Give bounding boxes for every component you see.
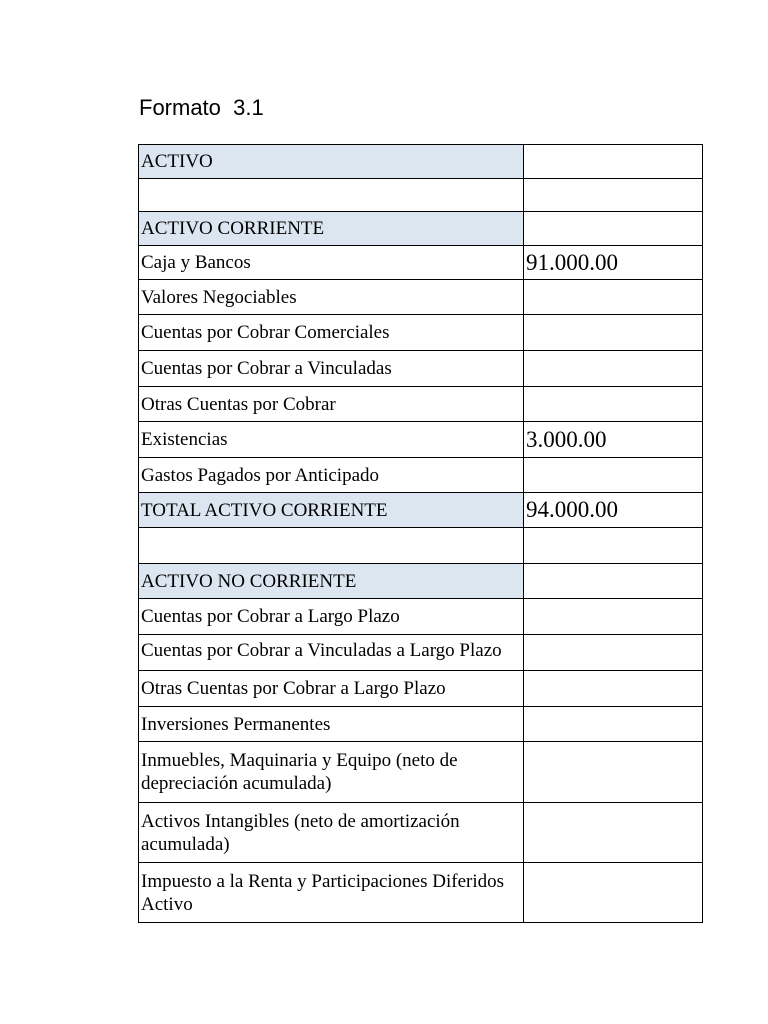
row-value bbox=[524, 863, 703, 923]
row-label: Gastos Pagados por Anticipado bbox=[139, 458, 524, 493]
table-row bbox=[139, 599, 703, 635]
table-row bbox=[139, 145, 703, 179]
table-row bbox=[139, 351, 703, 387]
row-label bbox=[139, 635, 524, 671]
row-value bbox=[524, 351, 703, 387]
table-row bbox=[139, 212, 703, 246]
row-value bbox=[524, 528, 703, 564]
balance-sheet-table bbox=[138, 144, 703, 923]
row-value bbox=[524, 671, 703, 707]
table-row bbox=[139, 635, 703, 671]
row-label: Activos Intangibles (neto de amortización acumulada) bbox=[139, 803, 524, 863]
row-label: Cuentas por Cobrar a Largo Plazo bbox=[139, 599, 524, 635]
table-row bbox=[139, 179, 703, 212]
table-row bbox=[139, 280, 703, 315]
table-row bbox=[139, 671, 703, 707]
table-row bbox=[139, 493, 703, 528]
row-value bbox=[524, 179, 703, 212]
table-row bbox=[139, 742, 703, 803]
row-label: Cuentas por Cobrar a Vinculadas bbox=[139, 351, 524, 387]
row-value bbox=[524, 742, 703, 803]
table-row bbox=[139, 246, 703, 280]
table-row bbox=[139, 707, 703, 742]
row-label: ACTIVO NO CORRIENTE bbox=[139, 564, 524, 599]
row-value bbox=[524, 212, 703, 246]
row-value bbox=[524, 635, 703, 671]
row-label: Valores Negociables bbox=[139, 280, 524, 315]
row-label: Cuentas por Cobrar Comerciales bbox=[139, 315, 524, 351]
row-label: TOTAL ACTIVO CORRIENTE bbox=[139, 493, 524, 528]
row-value bbox=[524, 145, 703, 179]
row-value: 3.000.00 bbox=[524, 422, 703, 458]
row-label: Caja y Bancos bbox=[139, 246, 524, 280]
row-label: Inversiones Permanentes bbox=[139, 707, 524, 742]
row-label-text: Cuentas por Cobrar a Vinculadas a Largo Plazo bbox=[141, 639, 502, 661]
table-row bbox=[139, 387, 703, 422]
row-label bbox=[139, 179, 524, 212]
row-value bbox=[524, 707, 703, 742]
row-label bbox=[139, 528, 524, 564]
row-label: Impuesto a la Renta y Participaciones Diferidos Activo bbox=[139, 863, 524, 923]
page-title: Formato 3.1 bbox=[139, 95, 264, 120]
row-value: 94.000.00 bbox=[524, 493, 703, 528]
row-label: Inmuebles, Maquinaria y Equipo (neto de depreciación acumulada) bbox=[139, 742, 524, 803]
table-row bbox=[139, 528, 703, 564]
row-value bbox=[524, 599, 703, 635]
table-row bbox=[139, 315, 703, 351]
row-label: Otras Cuentas por Cobrar bbox=[139, 387, 524, 422]
table-row bbox=[139, 863, 703, 923]
table-row bbox=[139, 422, 703, 458]
row-label: Otras Cuentas por Cobrar a Largo Plazo bbox=[139, 671, 524, 707]
row-value bbox=[524, 280, 703, 315]
row-value bbox=[524, 387, 703, 422]
table-row bbox=[139, 564, 703, 599]
row-label: Existencias bbox=[139, 422, 524, 458]
row-value: 91.000.00 bbox=[524, 246, 703, 280]
row-label: ACTIVO CORRIENTE bbox=[139, 212, 524, 246]
row-value bbox=[524, 803, 703, 863]
row-value bbox=[524, 458, 703, 493]
table-row bbox=[139, 803, 703, 863]
row-label: ACTIVO bbox=[139, 145, 524, 179]
row-value bbox=[524, 564, 703, 599]
table-row bbox=[139, 458, 703, 493]
row-value bbox=[524, 315, 703, 351]
